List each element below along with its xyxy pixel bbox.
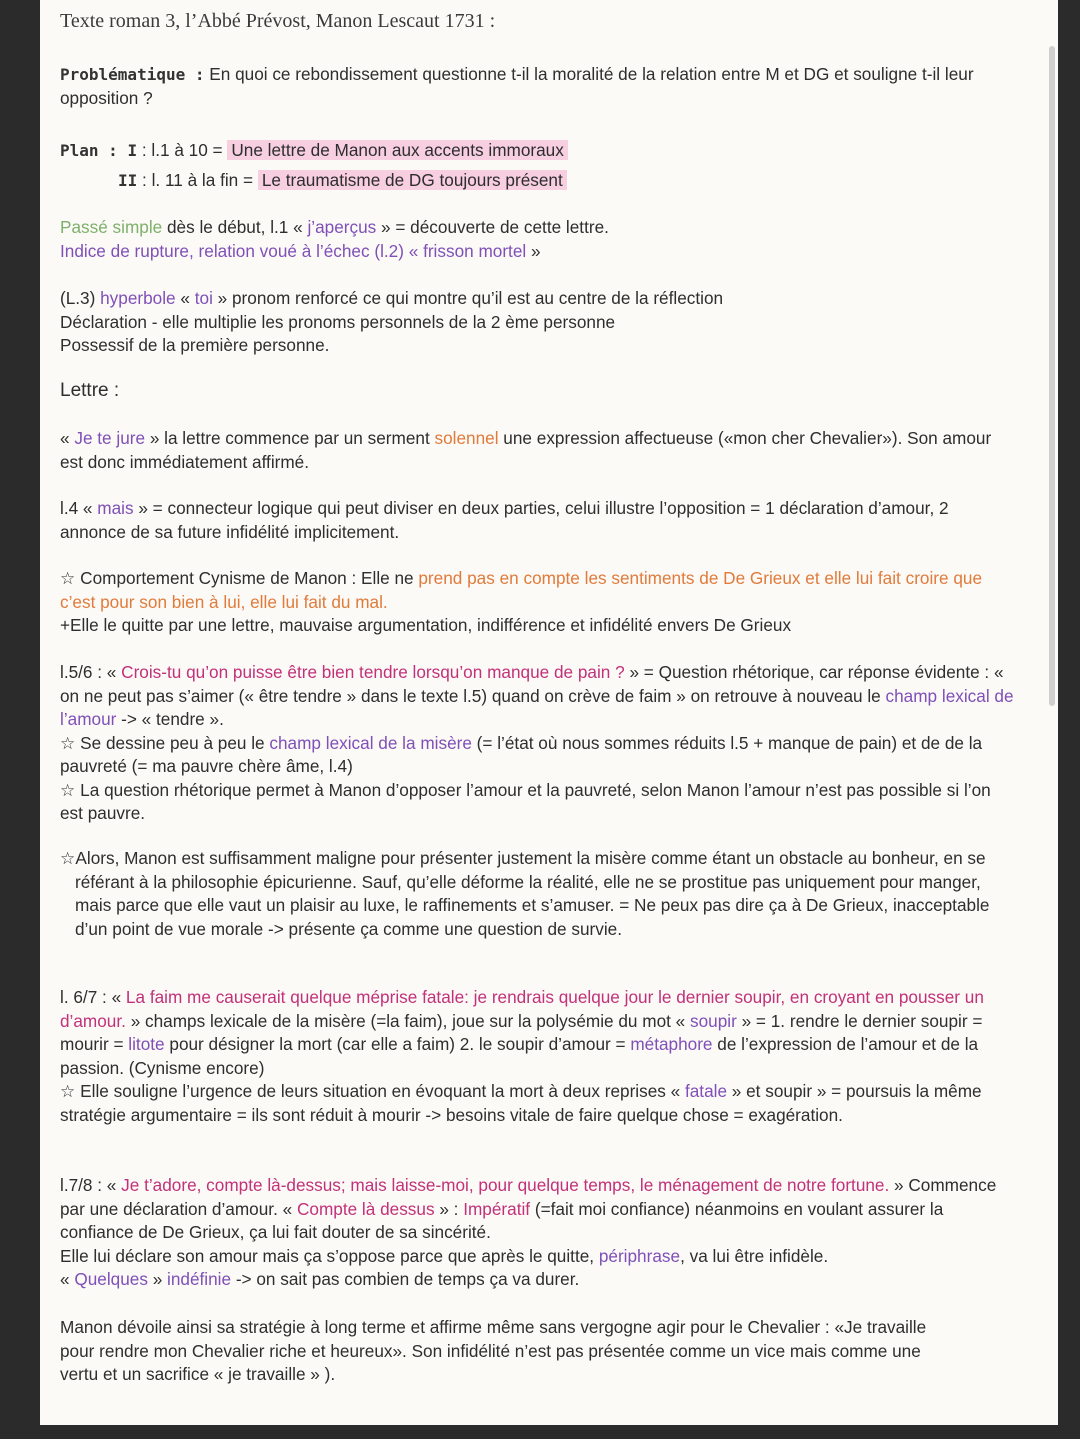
imperatif-term: Impératif <box>463 1198 531 1219</box>
lettre-heading: Lettre : <box>60 380 120 401</box>
text: +Elle le quitte par une lettre, mauvaise argumentation, indifférence et infidélité envers De Grieux <box>60 615 792 635</box>
text: l. 6/7 : « <box>60 987 126 1007</box>
text: « <box>60 1269 75 1289</box>
text: une expression affectueuse («mon cher Chevalier»). Son amour est donc immédiatement affirmé. <box>60 428 992 472</box>
quote-la-faim: La faim me causerait quelque méprise fatale: je rendrais quelque jour le dernier soupir, en croyant en pousser un d’amour. <box>60 987 984 1031</box>
mais-paragraph <box>60 497 1018 544</box>
text: l.7/8 : « <box>60 1175 122 1195</box>
intro-paragraph <box>60 216 1018 263</box>
litote-term: litote <box>128 1034 165 1054</box>
plan-part-2-title: Le traumatisme de DG toujours présent <box>258 170 567 190</box>
l78-paragraph <box>60 1174 1018 1292</box>
plan-part-1-lines: : l.1 à 10 = <box>137 140 228 160</box>
text: l.4 « <box>60 498 98 518</box>
quote-quelques: Quelques <box>74 1269 148 1289</box>
periphrase-term: périphrase <box>598 1245 681 1266</box>
plan-part-1-number: I <box>127 141 138 160</box>
highlight-orange: prend pas en compte les sentiments de De Grieux et elle lui fait croire que c’est pour son bien à lui, elle lui fait du mal. <box>60 568 983 612</box>
plan-part-2 <box>118 169 1018 193</box>
text: (L.3) <box>60 288 101 308</box>
problematique <box>60 63 1018 110</box>
jure-paragraph <box>60 427 1018 474</box>
text: » <box>147 1269 168 1289</box>
quote-mais: mais <box>97 498 134 518</box>
text: Déclaration - elle multiplie les pronoms personnels de la 2 ème personne <box>60 311 616 332</box>
document-title: Texte roman 3, l’Abbé Prévost, Manon Lescaut 1731 : <box>60 10 496 32</box>
text: l.5/6 : « <box>60 662 122 682</box>
document-page <box>40 0 1058 1425</box>
quote-toi: toi <box>194 288 213 308</box>
conclusion-paragraph: Manon dévoile ainsi sa stratégie à long terme et affirme même sans vergogne agir pour le Chevalier : «Je travaille pour rendre mon Chevalier riche et heureux». Son infidélité n’est pas présentée comme un vice mais comme une vertu et un sacrifice « je travaille » ). <box>60 1317 927 1384</box>
text: ☆ Comportement Cynisme de Manon : Elle ne <box>60 568 419 588</box>
metaphore-term: métaphore <box>630 1034 713 1054</box>
text: ☆ Elle souligne l’urgence de leurs situation en évoquant la mort à deux reprises « <box>60 1081 685 1101</box>
text: , va lui être infidèle. <box>680 1245 829 1266</box>
passe-simple-term: Passé simple <box>60 217 163 237</box>
quote-frisson: frisson mortel <box>423 240 527 261</box>
text: -> « tendre ». <box>116 709 224 729</box>
l3-paragraph <box>60 287 1018 358</box>
quote-soupir: soupir <box>690 1010 737 1031</box>
text: « <box>60 428 75 448</box>
text: dès le début, l.1 « <box>162 217 308 237</box>
text: » pronom renforcé ce qui montre qu’il est au centre de la réflection <box>212 288 724 308</box>
alors-paragraph: ☆Alors, Manon est suffisamment maligne pour présenter justement la misère comme étant un obstacle au bonheur, en se référant à la philosophie épicurienne. Sauf, qu’elle déforme la réalité, elle ne se prostitue pas uniquement pour manger, mais parce que elle vaut un plaisir au luxe, le raffinements et s’amuser. = Ne peux pas dire ça à De Grieux, inacceptable d’un point de vue morale -> présente ça comme une question de survie. <box>60 848 990 939</box>
plan-part-2-lines: : l. 11 à la fin = <box>137 170 258 190</box>
text: » = 1. rendre le dernier soupir = mourir = <box>60 1010 983 1054</box>
indice-rupture: Indice de rupture, relation voué à l’échec (l.2) « <box>60 240 424 261</box>
text: » = connecteur logique qui peut diviser en deux parties, celui illustre l’opposition = 1 déclaration d’amour, 2 annonce de sa future infidélité implicitement. <box>60 498 949 542</box>
text: ☆ Se dessine peu à peu le <box>60 732 270 753</box>
quote-je-t-adore: Je t’adore, compte là-dessus; mais laisse-moi, pour quelque temps, le ménagement de notre fortune. <box>121 1175 890 1195</box>
quote-crois-tu: Crois-tu qu’on puisse être bien tendre lorsqu’on manque de pain ? <box>121 662 625 682</box>
text: Elle lui déclare son amour mais ça s’oppose parce que après le quitte, <box>60 1245 599 1266</box>
problematique-text: En quoi ce rebondissement questionne t-il la moralité de la relation entre M et DG et souligne t-il leur opposition ? <box>60 64 974 108</box>
l56-paragraph <box>60 661 1018 826</box>
text: de l’expression de l’amour et de la passion. (Cynisme encore) <box>60 1034 979 1078</box>
plan-label: Plan : <box>60 141 128 160</box>
text: » = découverte de cette lettre. <box>376 217 609 237</box>
text: » <box>526 240 541 261</box>
text: (= l’état où nous sommes réduits l.5 + manque de pain) et de de la pauvreté (= ma pauvre chère âme, l.4) <box>60 732 983 776</box>
indefinie-term: indéfinie <box>167 1269 232 1289</box>
text: -> on sait pas combien de temps ça va durer. <box>231 1269 580 1289</box>
comportement-paragraph <box>60 567 1018 638</box>
plan-part-1-title: Une lettre de Manon aux accents immoraux <box>227 140 567 160</box>
text: » la lettre commence par un serment <box>145 428 435 448</box>
text: » Commence par une déclaration d’amour. « <box>60 1175 997 1219</box>
l67-paragraph <box>60 986 1018 1127</box>
problematique-label: Problématique : <box>60 65 205 84</box>
text: « <box>175 288 195 308</box>
scrollbar[interactable] <box>1049 46 1055 706</box>
text: pour désigner la mort (car elle a faim) 2. le soupir d’amour = <box>164 1034 631 1054</box>
champ-lexical-misere: champ lexical de la misère <box>269 732 472 753</box>
text: » et soupir » = poursuis la même stratégie argumentaire = ils sont réduit à mourir -> besoins vitale de faire quelque chose = exagération. <box>60 1081 982 1125</box>
hyperbole-term: hyperbole <box>100 288 176 308</box>
text: Possessif de la première personne. <box>60 335 330 355</box>
plan-part-1 <box>60 139 1018 163</box>
text: » = Question rhétorique, car réponse évidente : « on ne peut pas s’aimer (« être tendre » dans le texte l.5) quand on crève de faim » on retrouve à nouveau le <box>60 662 1004 706</box>
text: » champs lexicale de la misère (=la faim), joue sur la polysémie du mot « <box>125 1010 691 1031</box>
text: (=fait moi confiance) néanmoins en voulant assurer la confiance de De Grieux, ça lui fait douter de sa sincérité. <box>60 1198 944 1242</box>
quote-fatale: fatale <box>684 1081 728 1101</box>
quote-apercus: j’aperçus <box>307 217 377 237</box>
quote-je-te-jure: Je te jure <box>74 428 146 448</box>
text: » : <box>434 1198 464 1219</box>
plan-part-2-number: II <box>118 171 138 190</box>
text: ☆ La question rhétorique permet à Manon d’opposer l’amour et la pauvreté, selon Manon l’amour n’est pas possible si l’on est pauvre. <box>60 779 991 823</box>
quote-compte: Compte là dessus <box>296 1198 435 1219</box>
champ-lexical-amour: champ lexical de l’amour <box>60 685 1014 729</box>
solennel-term: solennel <box>434 428 499 448</box>
